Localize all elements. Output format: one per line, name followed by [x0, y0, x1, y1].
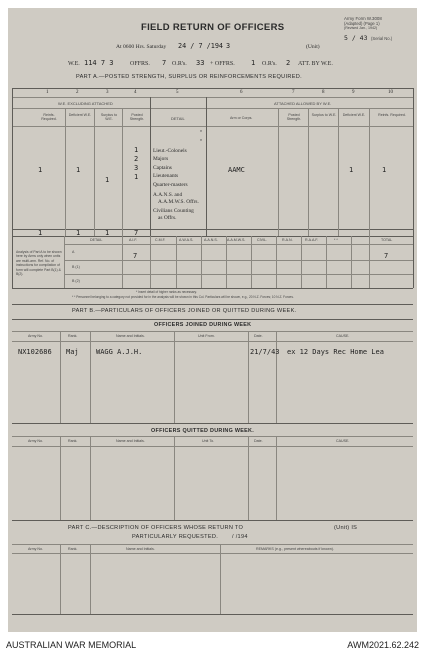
posted-lieutenants: 1: [134, 173, 139, 181]
part-b-title: PART B.—PARTICULARS OF OFFICERS JOINED OR QUITTED DURING WEEK.: [72, 308, 297, 314]
col-number-4: 4: [134, 90, 137, 95]
rank-quartermasters: Quarter-masters: [153, 182, 188, 188]
part-c-date: / /194: [232, 534, 248, 540]
footnote-1: * Insert detail of higher ranks as necessary.: [136, 290, 197, 294]
sub-header-reinfs: Reinfs. Required.: [41, 113, 57, 121]
quitted-header-date: Date.: [254, 439, 263, 443]
quitted-header-cause: CAUSE.: [336, 439, 350, 443]
analysis-header-ran: R.A.N.: [282, 238, 293, 242]
joined-title: OFFICERS JOINED DURING WEEK: [154, 322, 252, 328]
sub-header-posted2: Posted Strength.: [286, 113, 302, 121]
offrs-value: 7: [162, 59, 167, 67]
total-col1: 1: [38, 229, 43, 237]
col1-value: 1: [38, 166, 43, 174]
footnote-2: * * Personnel belonging to a category not provided for in the analysis will be shown in this Col. Particulars will be shown, e.g., 20 N.Z. Forces; 10 N.Z. Forces.: [72, 295, 294, 299]
serial-number: 5 / 43: [344, 34, 368, 42]
rank-lieut-colonels: Lieut.-Colonels: [153, 148, 187, 154]
joined-header-name: Name and Initials.: [116, 334, 145, 338]
quitted-header-name: Name and Initials.: [116, 439, 145, 443]
analysis-row-b1: B (1): [72, 265, 80, 269]
army-form-line2: (Adapted) (Page 1): [344, 21, 380, 26]
posted-lieut-col: 1: [134, 146, 139, 154]
att-label: ATT. BY W.E.: [298, 61, 333, 67]
quitted-header-rank: Rank.: [68, 439, 78, 443]
analysis-row-b2: B (2): [72, 279, 80, 283]
quitted-title: OFFICERS QUITTED DURING WEEK.: [151, 428, 255, 434]
group-attached: ATTACHED ALLOWED BY W.E.: [274, 101, 332, 106]
part-c-header-rank: Rank.: [68, 547, 78, 551]
posted-majors: 2: [134, 155, 139, 163]
footer-accession: AWM2021.62.242: [347, 640, 419, 650]
col-number-1: 1: [46, 90, 49, 95]
sub-header-arm: Arm or Corps.: [230, 116, 253, 120]
analysis-note: Analysis of Part A to be shown here by Arms only when units are multi-arm. Ref. No. of instructions for compilation of form will complete Part B(1) & B(2).: [16, 250, 62, 277]
we-values: 114 7 3: [84, 59, 114, 67]
sub-header-posted: Posted Strength.: [129, 113, 145, 121]
joined-army-no: NX102686: [18, 348, 52, 356]
joined-date: 21/7/43: [250, 348, 280, 356]
col3-value: 1: [105, 176, 110, 184]
joined-header-cause: CAUSE.: [336, 334, 350, 338]
sub-header-surplus: Surplus to W.E.: [100, 113, 118, 121]
ors-value: 33: [196, 59, 205, 67]
joined-header-date: Date.: [254, 334, 263, 338]
joined-header-unit-from: Unit From.: [198, 334, 215, 338]
part-c-header-remarks: REMARKS (e.g., present whereabouts if known).: [256, 547, 334, 551]
analysis-header-civil: CIVIL.: [257, 238, 267, 242]
joined-rank: Maj: [66, 348, 79, 356]
analysis-aif-value: 7: [133, 252, 138, 260]
analysis-header-awas: A.W.A.S.: [179, 238, 194, 242]
analysis-header-other: * *: [334, 238, 338, 242]
footer-institution: AUSTRALIAN WAR MEMORIAL: [6, 640, 137, 650]
army-form-line3: (Revised Jan., 1942): [344, 26, 378, 30]
ors-label: O.R's.: [172, 61, 187, 67]
part-a-title: PART A.—POSTED STRENGTH, SURPLUS OR REINFORCEMENTS REQUIRED.: [76, 74, 302, 80]
rank-aamws: A.A.M.W.S. Offrs.: [158, 199, 199, 205]
part-c-header-army-no: Army No.: [28, 547, 43, 551]
time-line-prefix: At 0600 Hrs. Saturday: [116, 44, 167, 50]
rank-majors: Majors: [153, 156, 169, 162]
return-date: 24 / 7 /194: [178, 42, 224, 50]
analysis-row-a: A: [72, 250, 75, 254]
form-sheet: FIELD RETURN OF OFFICERS Army Form W.3008 (Adapted) (Page 1) (Revised Jan., 1942) 5 / 43 (Serial No.) At 0600 Hrs. Saturday 24 / 7 /194 3 (Unit) W.E. 114 7 3 OFFRS. 7 O.R's. 33 + OFFRS. 1 O.R's. 2 ATT. BY W.E. PART A.—POSTED STRENGTH, SURPLUS OR REINFORCEMENTS REQUIRED. 1 2 3 4 5 6 7 8 9 10 W.E. EXCLUDING ATTACHED ATTACHED ALLOWED BY W.E. DETAIL Reinfs. Required. Deficient W.E. Surplus to W.E. Posted Strength. Arm or Corps. Posted Strength. Surplus to W.E. Deficient W.E. Reinfs. Required. Lieut.-Colonels Majors Captains Lieutenants Quarter-masters A.A.N.S. and A.A.M.W.S. Offrs. Civilians Counting as Offrs. * * 1 1 1 1 2 3 1 AAMC 1 1 1 1 1 7 Analysis of Part A to be shown here by Arms only when units are multi-arm. Ref. No. of instructions for compilation of form will complete Part B(1) & B(2). DETAIL A.I.F. C.M.F. A.W.A.S. A.A.N.S. A.A.M.W.S. CIVIL. R.A.N. R.A.A.F. * * TOTAL A B (1) B (2) 7 7 * Insert detail of higher ranks as necessary. * * Personnel belonging to a category not provided for in the analysis will be shown in this Col. Particulars will be shown, e.g., 20 N.Z. Forces; 10 N.Z. Forces. PART B.—PARTICULARS OF OFFICERS JOINED OR QUITTED DURING WEEK. OFFICERS JOINED DURING WEEK Army No. Rank. Name and Initials. Unit From. Date. CAUSE. NX102686 Maj WAGG A.J.H. 21/7/43 ex 12 Days Rec Home Lea OFFICERS QUITTED DURING WEEK. Army No. Rank. Name and Initials. Unit To. Date. CAUSE. PART C.—DESCRIPTION OF OFFICERS WHOSE RETURN TO (Unit) IS PARTICULARLY REQUESTED. / /194 Army No. Rank. Name and Initials. REMARKS (e.g., present whereabouts if known).: [8, 8, 417, 632]
rank-lieutenants: Lieutenants: [153, 173, 179, 179]
arm-value: AAMC: [228, 166, 245, 174]
ors2-label: O.R's.: [262, 61, 277, 67]
total-col3: 1: [105, 229, 110, 237]
total-col4: 7: [134, 229, 139, 237]
part-c-header-name: Name and Initials.: [126, 547, 155, 551]
posted-captains: 3: [134, 164, 139, 172]
quitted-header-army-no: Army No.: [28, 439, 43, 443]
analysis-header-total: TOTAL: [381, 238, 393, 242]
archive-footer: [0, 638, 425, 653]
analysis-header-aamws: A.A.M.W.S.: [227, 238, 246, 242]
detail-label: DETAIL: [171, 116, 185, 121]
analysis-header-raaf: R.A.A.F.: [305, 238, 319, 242]
unit-label: (Unit): [306, 44, 320, 50]
sub-header-deficient2: Deficient W.E.: [342, 113, 366, 117]
analysis-header-aans: A.A.N.S.: [204, 238, 218, 242]
group-we-excluding: W.E. EXCLUDING ATTACHED: [58, 101, 113, 106]
serial-label: (Serial No.): [371, 36, 393, 41]
col9-value: 1: [349, 166, 354, 174]
ors2-value: 2: [286, 59, 291, 67]
joined-header-army-no: Army No.: [28, 334, 43, 338]
part-c-unit: (Unit) IS: [334, 525, 358, 531]
col-number-6: 6: [240, 90, 243, 95]
col-number-7: 7: [292, 90, 295, 95]
part-c-title: PART C.—DESCRIPTION OF OFFICERS WHOSE RETURN TO: [68, 525, 244, 531]
return-year: 3: [226, 42, 231, 50]
plus-offrs-value: 1: [251, 59, 256, 67]
army-form-line1: Army Form W.3008: [344, 16, 382, 21]
rank-captains: Captains: [153, 165, 172, 171]
sub-header-reinfs2: Reinfs. Required.: [378, 113, 406, 117]
rank-civilians: Civilians Counting: [153, 208, 194, 214]
form-title: FIELD RETURN OF OFFICERS: [141, 22, 285, 33]
quitted-header-unit-to: Unit To.: [202, 439, 215, 443]
analysis-total-value: 7: [384, 252, 389, 260]
we-label: W.E.: [68, 61, 80, 67]
analysis-header-cmf: C.M.F.: [155, 238, 166, 242]
col2-value: 1: [76, 166, 81, 174]
joined-name: WAGG A.J.H.: [96, 348, 143, 356]
col10-value: 1: [382, 166, 387, 174]
rank-aans: A.A.N.S. and: [153, 192, 183, 198]
sub-header-deficient: Deficient W.E.: [68, 113, 92, 117]
analysis-header-aif: A.I.F.: [129, 238, 138, 242]
analysis-header-detail: DETAIL: [90, 238, 103, 242]
sub-header-surplus2: Surplus to W.E.: [311, 113, 337, 117]
offrs-label: OFFRS.: [130, 61, 150, 67]
col-number-9: 9: [352, 90, 355, 95]
plus-offrs-label: + OFFRS.: [210, 61, 235, 67]
joined-header-rank: Rank.: [68, 334, 78, 338]
total-col2: 1: [76, 229, 81, 237]
col-number-3: 3: [106, 90, 109, 95]
col-number-5: 5: [176, 90, 179, 95]
joined-cause: ex 12 Days Rec Home Lea: [287, 348, 384, 356]
rank-as-offrs: as Offrs.: [158, 215, 177, 221]
part-c-line2: PARTICULARLY REQUESTED.: [132, 534, 219, 540]
col-number-8: 8: [322, 90, 325, 95]
col-number-10: 10: [388, 90, 393, 95]
col-number-2: 2: [76, 90, 79, 95]
